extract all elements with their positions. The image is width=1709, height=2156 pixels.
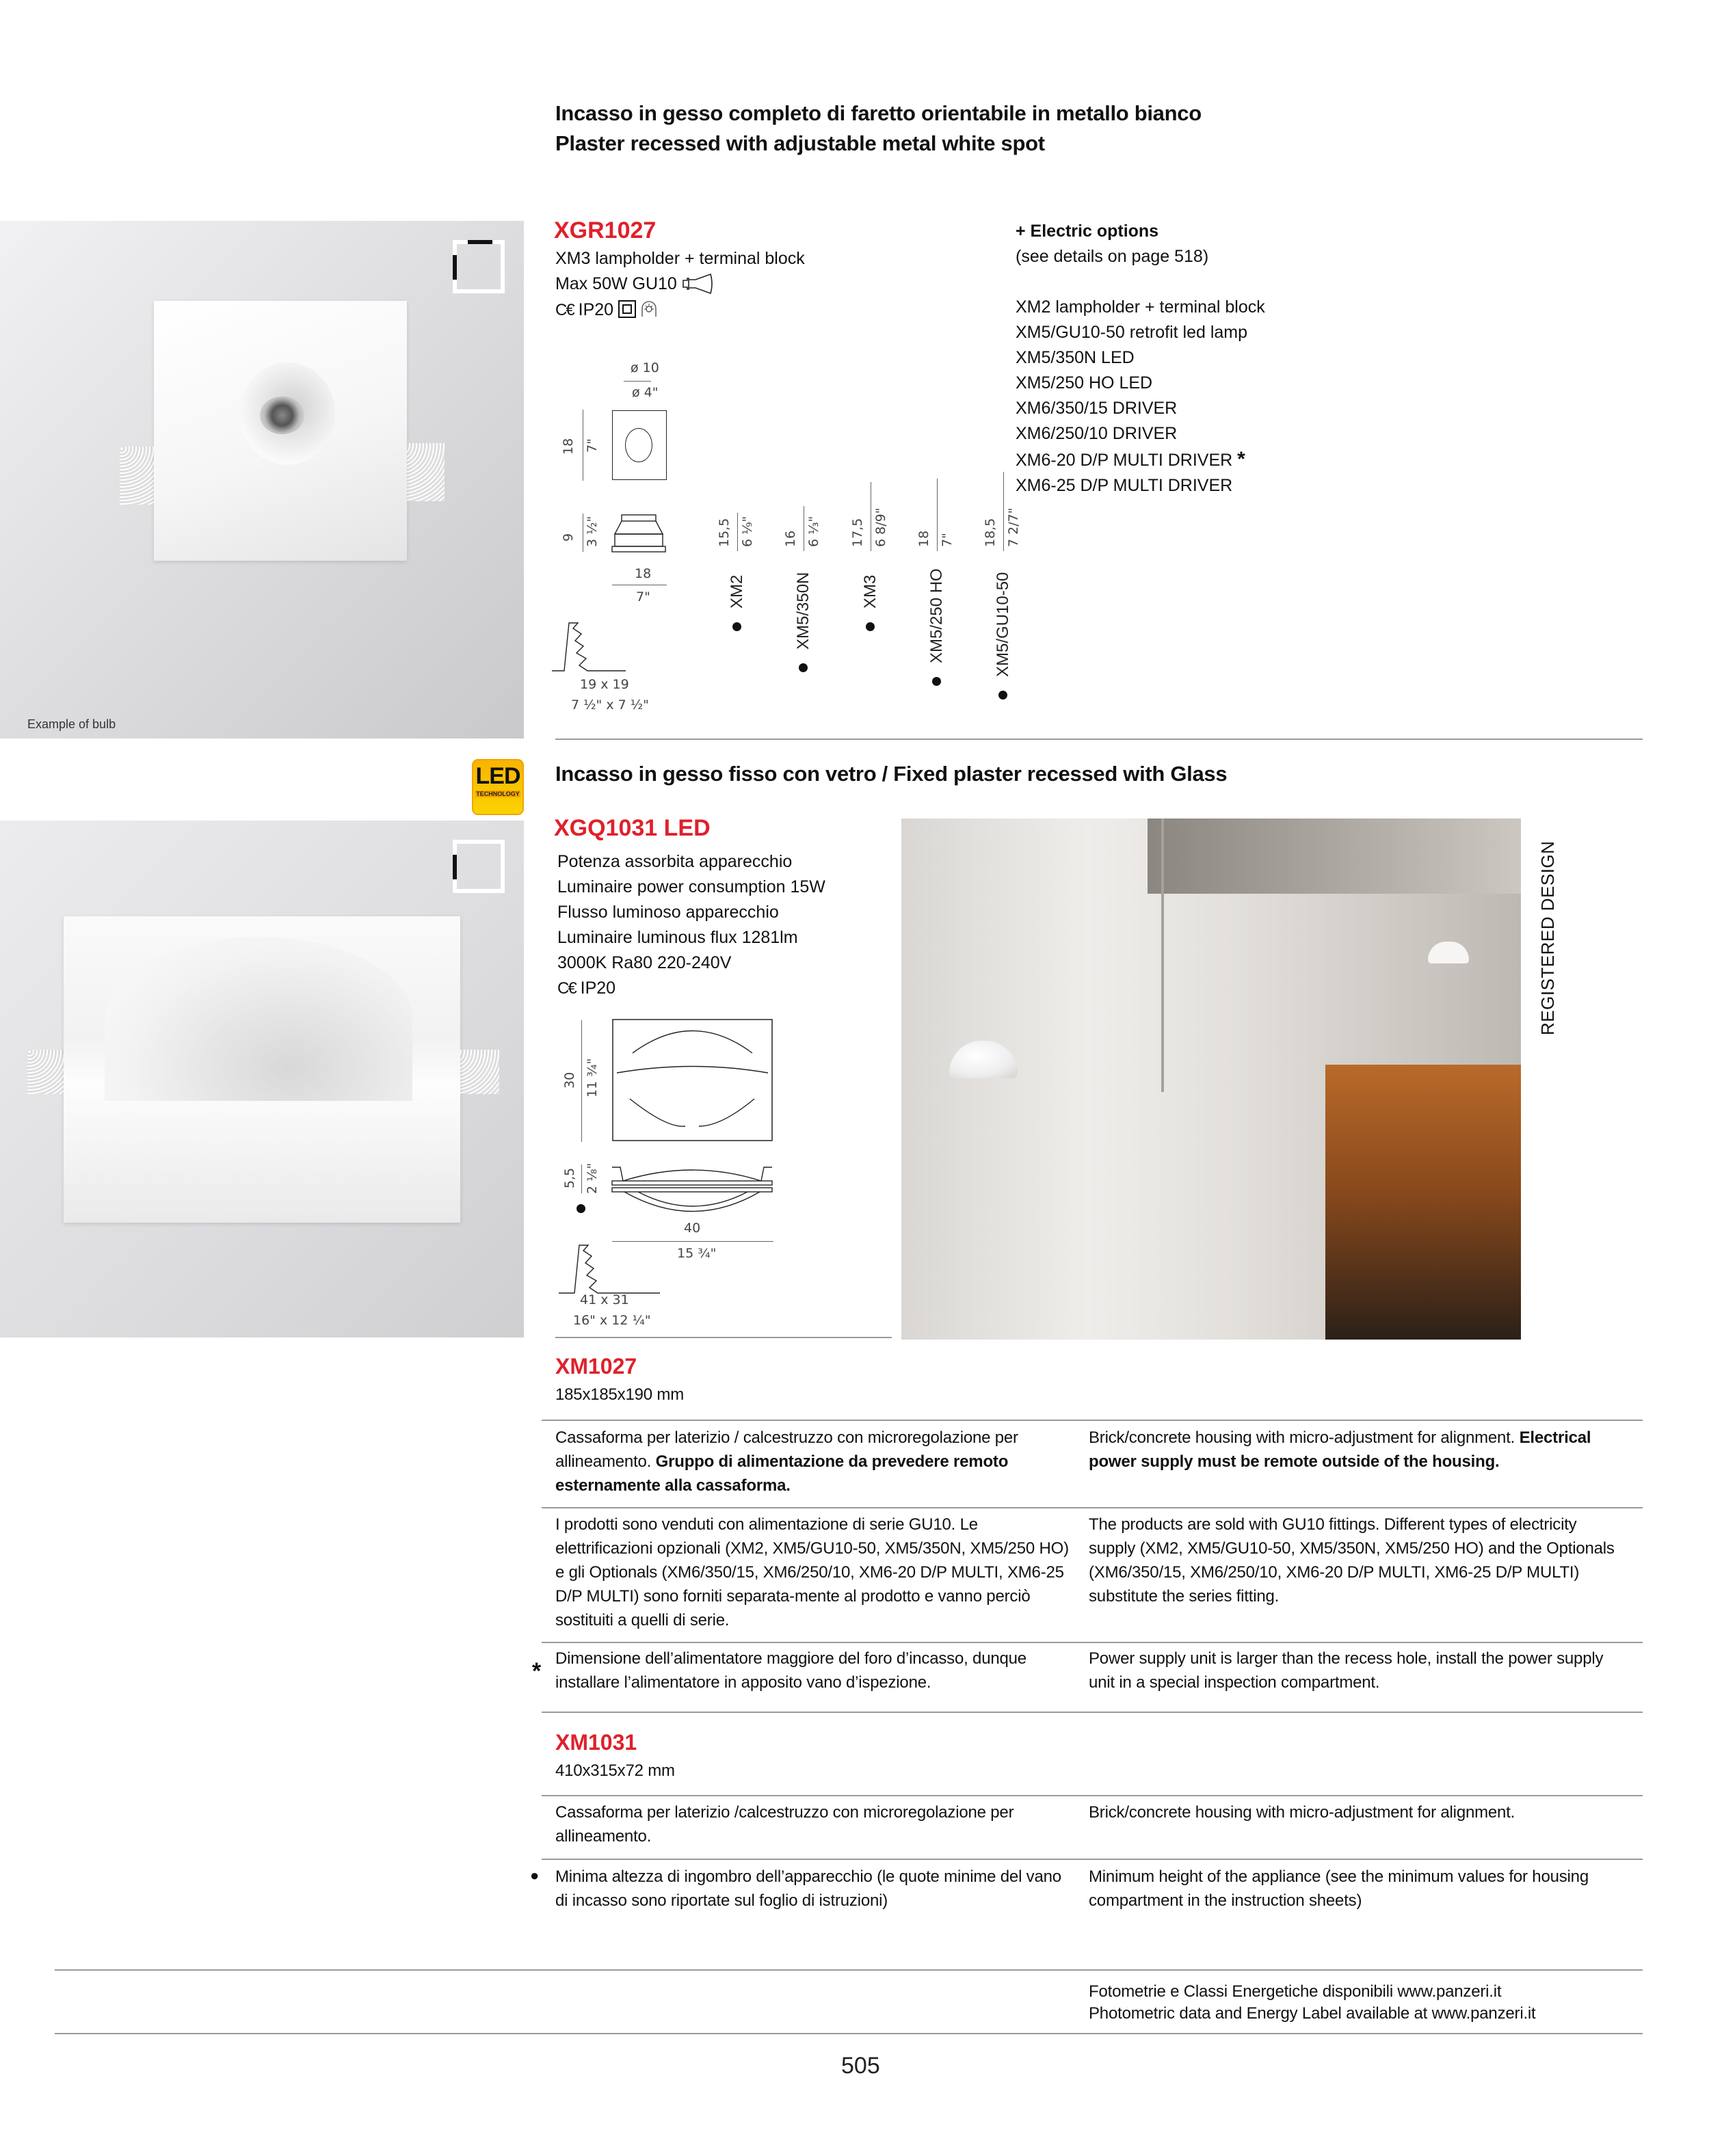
option-item: XM5/250 HO LED [1016,373,1153,392]
insulation-covered-icon [641,300,657,318]
depth-cm: 15,5 [717,518,732,547]
product-photo-xgq1031 [0,821,524,1337]
asterisk-marker: * [532,1658,542,1684]
min-height-bullet [866,622,875,631]
spec-line: Flusso luminoso apparecchio [557,903,779,922]
electrification-label: XM2 [728,574,746,609]
housing-code-xm1027: XM1027 [555,1354,637,1379]
footer-note-en: Photometric data and Energy Label available at www.panzeri.it [1089,2004,1536,2023]
option-item: XM6/350/15 DRIVER [1016,399,1178,418]
section-title-it: Incasso in gesso completo di faretto orientabile in metallo bianco [555,101,1202,125]
spec-line: Potenza assorbita apparecchio [557,852,793,871]
hole-drawing [625,428,652,462]
page-number: 505 [841,2053,880,2079]
spec-line: Luminaire power consumption 15W [557,877,825,896]
spec-line [557,976,825,1001]
depth-in: 7 2/7" [1006,507,1021,547]
product-photo-xgr1027 [0,221,524,738]
section-title-en: Plaster recessed with adjustable metal white spot [555,131,1045,155]
depth-in: 7" [940,533,955,547]
depth-cm: 17,5 [850,518,865,547]
product-code-xgr1027: XGR1027 [554,217,657,243]
dim-width-in: 15 ¾" [677,1246,717,1261]
dim-depth-in: 2 ⅛" [585,1162,600,1194]
housing-code-xm1031: XM1031 [555,1730,637,1755]
cutout-in: 16" x 12 ¼" [573,1313,651,1328]
divider [542,1642,1643,1643]
dim-front-height-in: 7" [585,438,600,453]
min-height-bullet [732,622,741,631]
ip-rating: IP20 [578,300,614,319]
badge-text: LED [475,763,520,789]
dim-side-height-cm: 9 [561,533,576,542]
divider [542,1507,1643,1508]
depth-in: 6 8/9" [873,507,888,547]
electrification-label: XM5/GU10-50 [994,572,1012,677]
option-item: XM5/GU10-50 retrofit led lamp [1016,323,1248,342]
housing-note-en [1089,1426,1622,1474]
housing-size: 185x185x190 mm [555,1385,684,1404]
square-shape-icon [453,240,505,293]
note-text: Brick/concrete housing with micro-adjustment for alignment. [1089,1428,1520,1447]
electrification-label: XM5/350N [794,572,812,650]
electric-options-title: + Electric options [1016,222,1159,241]
ambient-photo [901,819,1521,1340]
note-text: Cassaforma per laterizio / calcestruzzo con microregolazione per allineamento. [555,1428,1018,1471]
note-bold-text: Gruppo di alimentazione da prevedere remoto esternamente alla cassaforma. [555,1452,1009,1495]
spot-recess [239,362,335,465]
registered-design-label: REGISTERED DESIGN [1537,840,1558,1035]
housing-note-it: Dimensione dell’alimentatore maggiore del foro d’incasso, dunque installare l’alimentatore in apposito vano d’ispezione. [555,1649,1026,1692]
dim-line [937,479,938,551]
badge-subtext: TECHNOLOGY [476,790,520,797]
spec-line: 3000K Ra80 220-240V [557,953,732,972]
housing-note-it: I prodotti sono venduti con alimentazione di serie GU10. Le elettrificazioni opzionali (XM2, XM5/GU10-50, XM5/350N, XM5/250 HO) e gli Optionals (XM6/350/15, XM6/250/10, XM6-20 D/P MULTI, XM6-25 D/P MULTI) sono forniti separata-mente al prodotto e vanno perciò sostituiti a quelli di serie. [555,1515,1069,1629]
dim-depth-cm: 5,5 [562,1167,577,1188]
dim-front-height-cm: 18 [561,438,576,455]
wall-lamp [1428,942,1469,963]
depth-cm: 18 [916,530,931,547]
divider [542,1859,1643,1860]
divider [542,1712,1643,1713]
depth-in: 6 ⅑" [740,516,755,547]
housing-note-en: Brick/concrete housing with micro-adjustment for alignment. [1089,1803,1515,1822]
bullet-marker: ● [530,1867,540,1884]
spec-line [555,271,713,297]
dim-diameter-in: ø 4" [632,385,659,400]
dim-width-in: 7" [636,589,650,604]
product-code-xgq1031: XGQ1031 LED [554,815,711,841]
staircase [1325,1065,1521,1340]
housing-size: 410x315x72 mm [555,1761,675,1780]
gu10-bulb-icon [682,273,713,295]
note-bold-text: Electrical power supply must be remote outside of the housing. [1089,1428,1591,1471]
side-view-drawing [611,514,668,555]
ceiling-grille [1148,819,1521,894]
option-item: XM6-25 D/P MULTI DRIVER [1016,476,1233,495]
dim-line [624,381,651,382]
cutout-in: 7 ½" x 7 ½" [571,697,649,713]
divider [555,738,1643,740]
housing-note-it: Cassaforma per laterizio /calcestruzzo con microregolazione per allineamento. [555,1803,1014,1846]
cutout-cm: 19 x 19 [580,677,629,692]
housing-note-it: Minima altezza di ingombro dell’apparecchio (le quote minime del vano di incasso sono riportate sul foglio di istruzioni) [555,1867,1061,1910]
spec-line: Luminaire luminous flux 1281lm [557,928,798,947]
option-item: XM2 lampholder + terminal block [1016,297,1265,317]
option-item: XM6/250/10 DRIVER [1016,424,1178,443]
side-view-drawing-2 [611,1166,775,1221]
ip-rating: IP20 [580,979,616,998]
housing-note-it [555,1426,1075,1498]
electric-options-list [1016,295,1265,498]
ce-mark-icon: C€ [557,979,576,998]
electrification-label: XM3 [861,574,879,609]
dim-line [1003,472,1004,551]
dim-height-in: 11 ¾" [585,1058,600,1097]
spec-line [555,297,657,323]
led-technology-badge [472,759,524,815]
housing-note-en: Minimum height of the appliance (see the minimum values for housing compartment in the instruction sheets) [1089,1867,1589,1910]
divider [55,1969,1643,1971]
dim-width-cm: 18 [635,566,652,581]
min-height-bullet [577,1204,585,1213]
spec-line: XM3 lampholder + terminal block [555,249,805,268]
dim-height-cm: 30 [562,1072,577,1089]
ce-mark-icon: C€ [555,301,574,319]
min-height-bullet [799,663,808,672]
min-height-bullet [932,677,941,686]
fixture-body [64,916,460,1223]
depth-cm: 16 [783,530,798,547]
divider [555,1337,892,1338]
bulb [260,397,304,434]
depth-cm: 18,5 [983,518,998,547]
class-ii-icon [618,300,636,318]
depth-in: 6 ⅓" [806,516,821,547]
option-label: XM6-20 D/P MULTI DRIVER [1016,451,1233,470]
front-view-drawing-2 [612,1019,776,1143]
photo-caption: Example of bulb [27,717,116,731]
dim-line [581,1164,582,1193]
divider [542,1420,1643,1421]
spec-list [557,849,825,1001]
option-item: XM5/350N LED [1016,348,1135,367]
housing-note-en: Power supply unit is larger than the recess hole, install the power supply unit in a special inspection compartment. [1089,1649,1604,1692]
divider [55,2033,1643,2034]
footer-note-it: Fotometrie e Classi Energetiche disponibili www.panzeri.it [1089,1982,1502,2001]
square-shape-icon [453,840,505,893]
dim-width-cm: 40 [684,1221,701,1236]
section-title-glass: Incasso in gesso fisso con vetro / Fixed plaster recessed with Glass [555,762,1228,786]
cutout-icon [551,619,626,674]
electrification-label: XM5/250 HO [927,568,946,663]
dim-diameter-cm: ø 10 [631,360,659,375]
dim-line [581,1020,582,1142]
min-height-bullet [998,691,1007,700]
housing-note-en: The products are sold with GU10 fittings. Different types of electricity supply (XM2, XM5/GU10-50, XM5/350N, XM5/250 HO) and the Optionals (XM6/350/15, XM6/250/10, XM6-20 D/P MULTI, XM6-25 D/P MULTI) substitute the series fitting. [1089,1515,1615,1606]
electric-options-subtitle: (see details on page 518) [1016,247,1209,266]
option-item [1016,447,1265,473]
divider [542,1795,1643,1796]
dim-side-height-in: 3 ½" [585,516,600,547]
fixture-body [154,301,407,561]
wall-lamp [949,1041,1018,1078]
front-view-drawing [612,410,667,480]
asterisk-marker: * [1237,448,1245,470]
spec-lamp: Max 50W GU10 [555,274,677,293]
wall-edge [1161,819,1164,1092]
cutout-icon [557,1241,660,1296]
dim-line [737,513,738,551]
cutout-cm: 41 x 31 [580,1292,629,1307]
glass-bowl [105,937,412,1101]
